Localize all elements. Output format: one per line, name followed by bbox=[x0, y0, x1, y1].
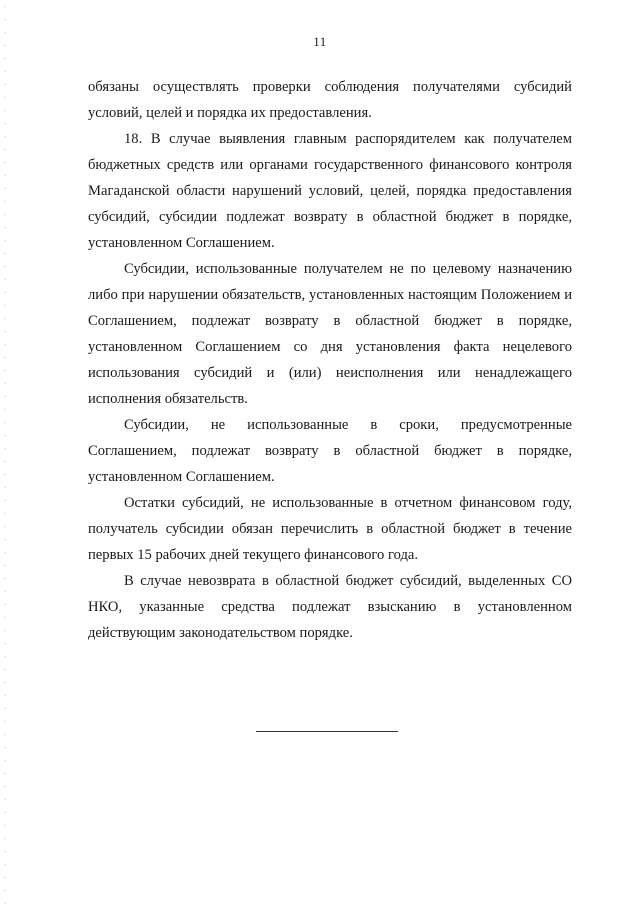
page-number: 11 bbox=[313, 34, 327, 49]
document-body bbox=[88, 74, 572, 646]
paragraph-clause-18: 18. В случае выявления главным распорядителем как получателем бюджетных средств или органами государственного финансового контроля Магаданской области нарушений условий, целей, порядка предоставления субсидий, субсидии подлежат возврату в областной бюджет в порядке, установленном Соглашением. bbox=[88, 131, 572, 251]
paragraph-unused-in-term: Субсидии, не использованные в сроки, предусмотренные Соглашением, подлежат возврату в областной бюджет в порядке, установленном Соглашением. bbox=[88, 417, 572, 485]
paragraph-continuation: обязаны осуществлять проверки соблюдения получателями субсидий условий, целей и порядка их предоставления. bbox=[88, 79, 572, 121]
end-of-document-rule bbox=[256, 731, 398, 732]
scan-margin-marks bbox=[3, 0, 7, 905]
paragraph-misuse-return: Субсидии, использованные получателем не по целевому назначению либо при нарушении обязательств, установленных настоящим Положением и Соглашением, подлежат возврату в областной бюджет в порядке, установленном Соглашением со дня установления факта нецелевого использования субсидий и (или) неисполнения или ненадлежащего исполнения обязательств. bbox=[88, 261, 572, 407]
paragraph-non-return-recovery: В случае невозврата в областной бюджет субсидий, выделенных СО НКО, указанные средства подлежат взысканию в установленном действующим законодательством порядке. bbox=[88, 573, 572, 641]
paragraph-remaining-balance: Остатки субсидий, не использованные в отчетном финансовом году, получатель субсидии обязан перечислить в областной бюджет в течение первых 15 рабочих дней текущего финансового года. bbox=[88, 495, 572, 563]
